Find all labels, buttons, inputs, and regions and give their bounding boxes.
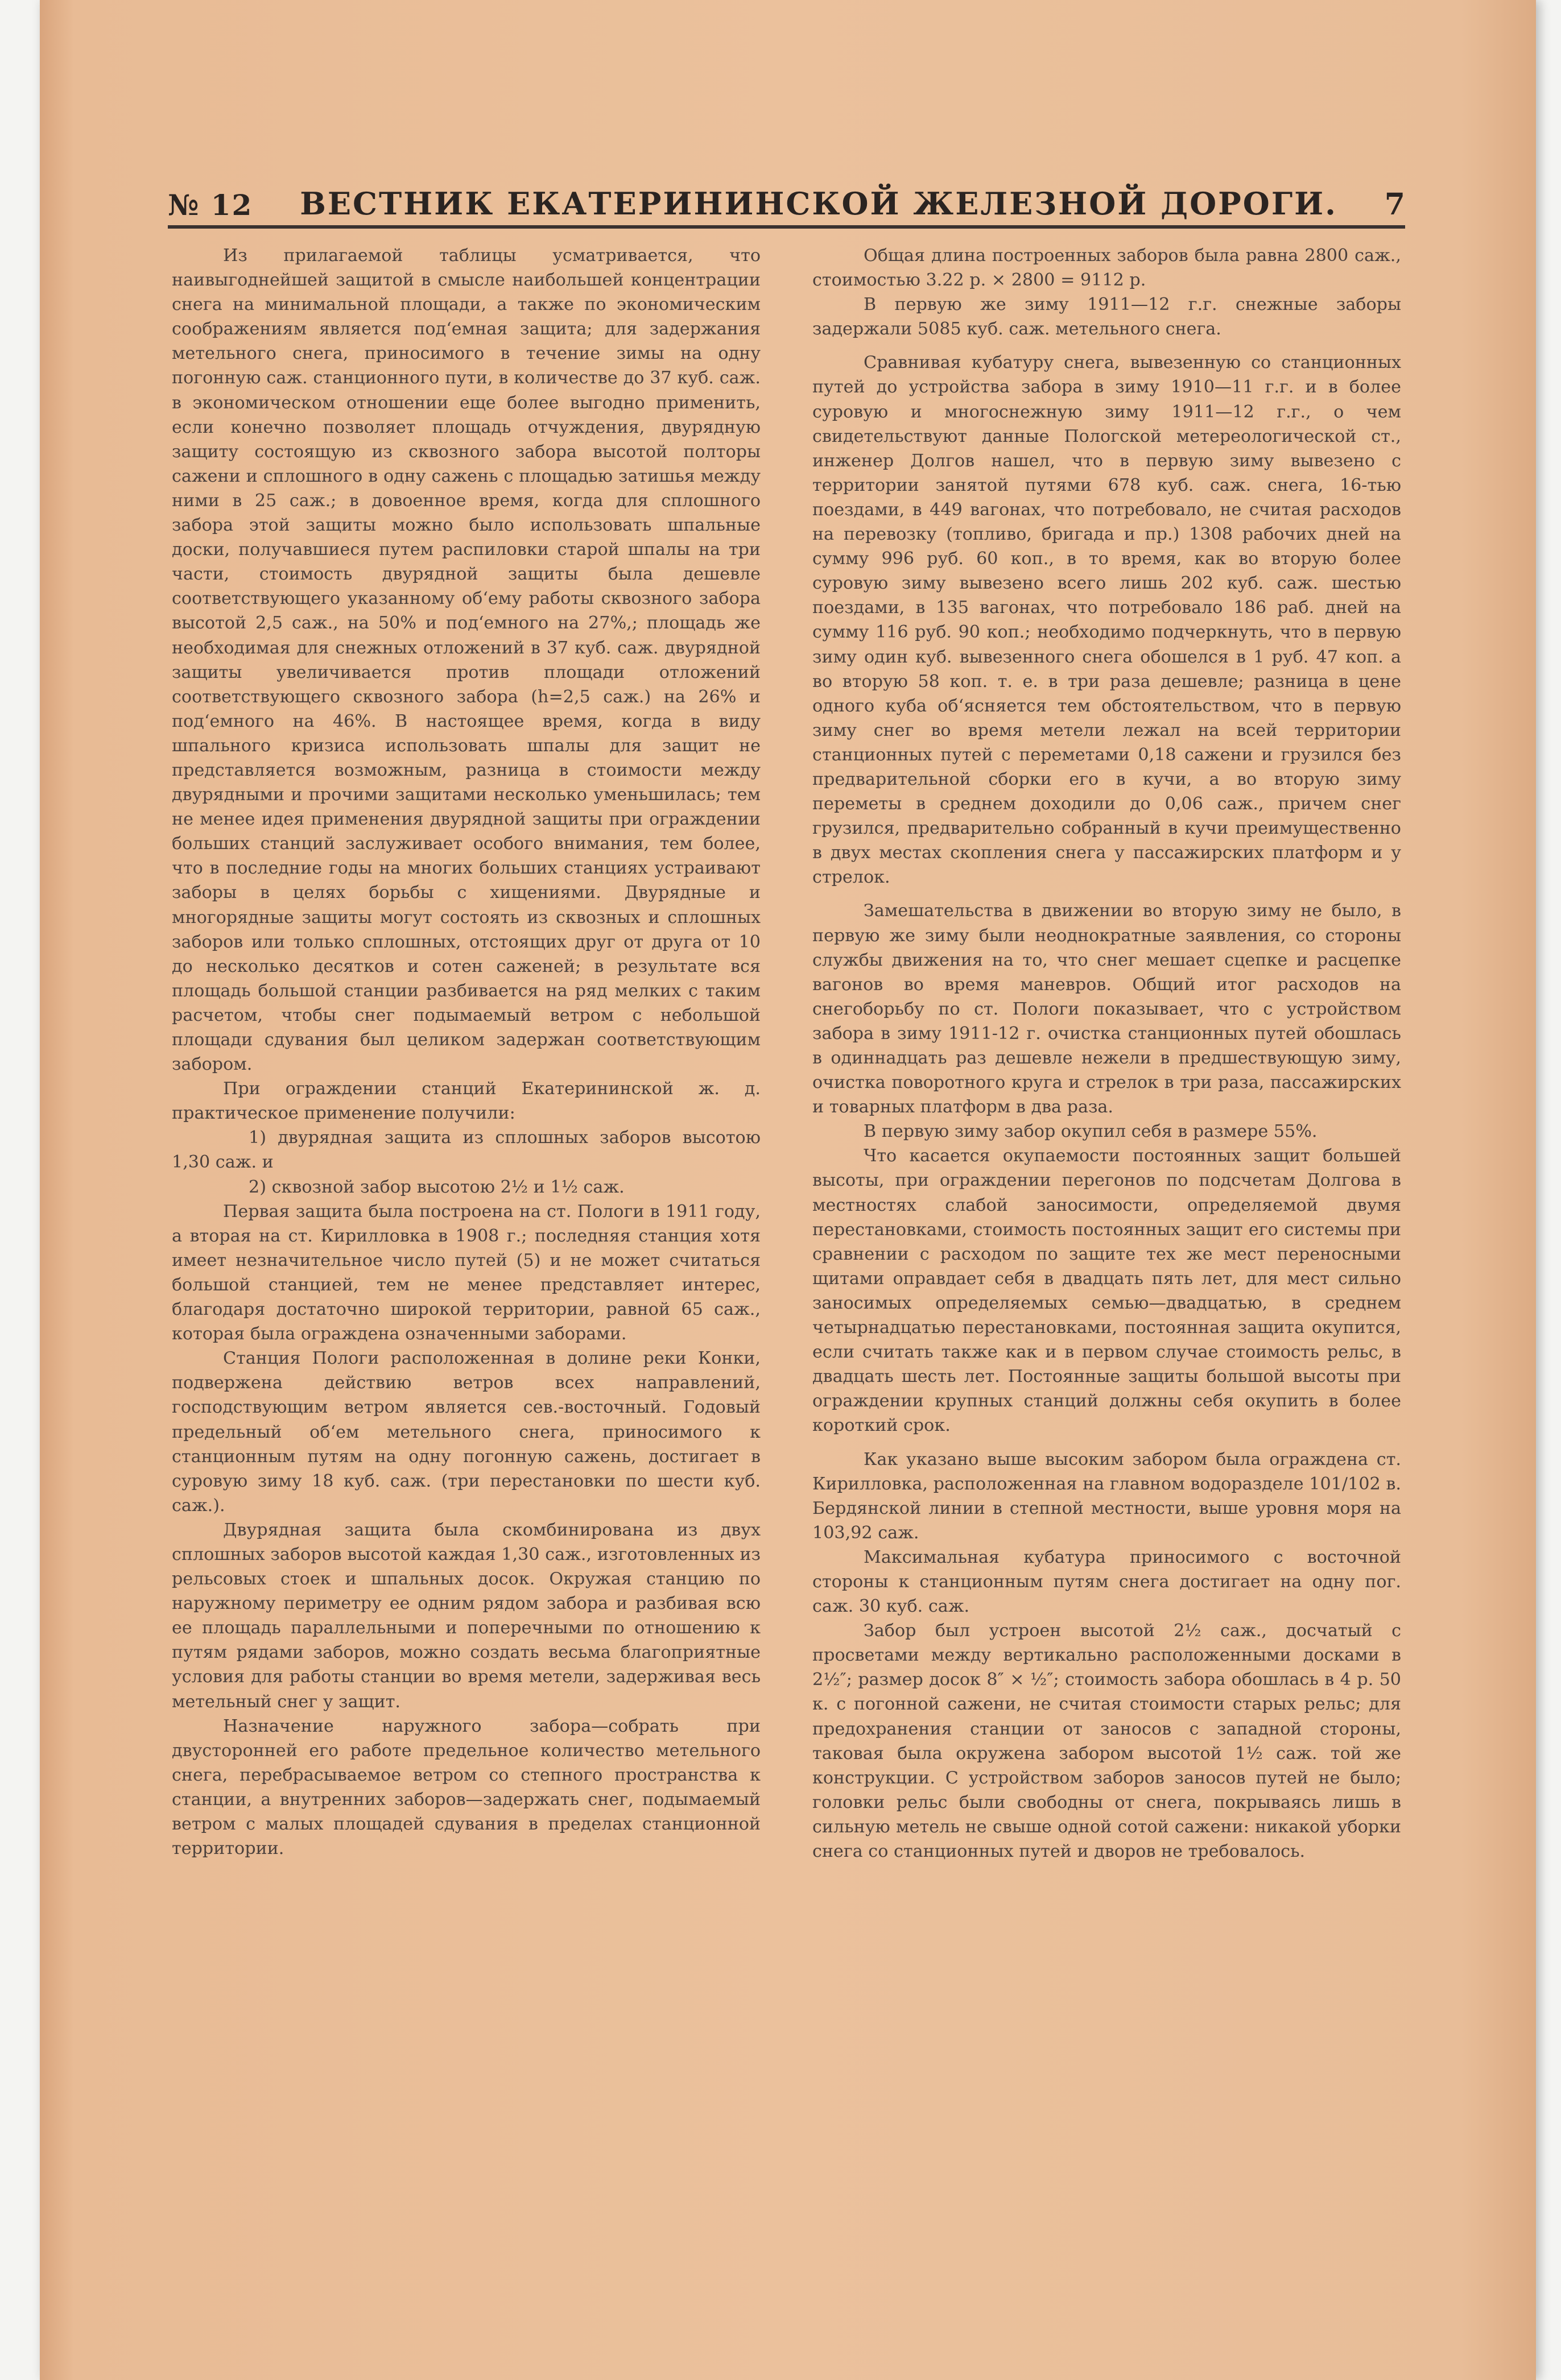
right-column [812,243,1401,2217]
paragraph: Из прилагаемой таблицы усматривается, что наивыгоднейшей защитой в смысле наибольшей концентрации снега на минимальной площади, а также по экономическим соображениям является под‘емная защита; для задержания метельного снега, приносимого в течение зимы на одну погонную саж. станционного пути, в количестве до 37 куб. саж. в экономическом отношении еще более выгодно применить, если конечно позволяет площадь отчуждения, двурядную защиту состоящую из сквозного забора высотой полторы сажени и сплошного в одну сажень с площадью затишья между ними в 25 саж.; в довоенное время, когда для сплошного забора этой защиты можно было использовать шпальные доски, получавшиеся путем распиловки старой шпалы на три части, стоимость двурядной защиты была дешевле соответствующего указанному об‘ему работы сквозного забора высотой 2,5 саж., на 50% и под‘емного на 27%,; площадь же необходимая для снежных отложений в 37 куб. саж. двурядной защиты увеличивается против площади отложений соответствующего сквозного забора (h=2,5 саж.) на 26% и под‘емного на 46%. В настоящее время, когда в виду шпального кризиса использовать шпалы для защит не представляется возможным, разница в стоимости между двурядными и прочими защитами несколько уменьшилась; тем не менее идея применения двурядной защиты при ограждении больших станций заслуживает особого внимания, тем более, что в последние годы на многих больших станциях устраивают заборы в целях борьбы с хищениями. Двурядные и многорядные защиты могут состоять из сквозных и сплошных заборов или только сплошных, отстоящих друг от друга от 10 до несколько десятков и сотен саженей; в результате вся площадь большой станции разбивается на ряд мелких с таким расчетом, чтобы снег подымаемый ветром с небольшой площади сдувания был целиком задержан соответствующим забором. [172,246,761,1075]
paragraph: Общая длина построенных заборов была равна 2800 саж., стоимостью 3.22 р. × 2800 = 9112 р. [812,246,1401,291]
page-number: 7 [1384,187,1405,222]
paragraph: Как указано выше высоким забором была ограждена ст. Кирилловка, расположенная на главном водоразделе 101/102 в. Бердянской линии в степной местности, выше уровня моря на 103,92 саж. [812,1449,1401,1543]
paragraph: Двурядная защита была скомбинирована из двух сплошных заборов высотой каждая 1,30 саж., изготовленных из рельсовых стоек и шпальных досок. Окружая станцию по наружному периметру ее одним рядом забора и разбивая всю ее площадь параллельными и поперечными по отношению к путям рядами заборов, можно создать весьма благоприятные условия для работы станции во время метели, задерживая весь метельный снег у защит. [172,1520,761,1712]
paragraph: В первую же зиму 1911—12 г.г. снежные заборы задержали 5085 куб. саж. метельного снега. [812,295,1401,340]
paragraph: Забор был устроен высотой 2½ саж., досчатый с просветами между вертикально расположенными досками в 2½″; размер досок 8″ × ½″; стоимость забора обошлась в 4 р. 50 к. с погонной сажени, не считая стоимости старых рельс; для предохранения станции от заносов с западной стороны, таковая была окружена забором высотой 1½ саж. той же конструкции. С устройством заборов заносов путей не было; головки рельс были свободны от снега, покрываясь лишь в сильную метель не свыше одной сотой сажени: никакой уборки снега со станционных путей и дворов не требовалось. [812,1621,1401,1861]
list-item: 1) двурядная защита из сплошных заборов высотою 1,30 саж. и [172,1128,761,1173]
paragraph: При ограждении станций Екатерининской ж. д. практическое применение получили: [172,1079,761,1124]
paragraph: Что касается окупаемости постоянных защит большей высоты, при ограждении перегонов по подсчетам Долгова в местностях слабой заносимости, определяемой двумя перестановками, стоимость постоянных защит его системы при сравнении с расходом по защите тех же мест переносными щитами оправдает себя в двадцать пять лет, для мест сильно заносимых определяемых семью—двадцатью, в среднем четырнадцатью перестановками, постоянная защита окупится, если считать также как и в первом случае стоимость рельс, в двадцать шесть лет. Постоянные защиты большой высоты при ограждении крупных станций должны себя окупить в более короткий срок. [812,1146,1401,1436]
header-rule [168,225,1405,229]
paragraph: Назначение наружного забора—собрать при двусторонней его работе предельное количество метельного снега, перебрасываемое ветром со степного пространства к станции, а внутренних заборов—задержать снег, подымаемый ветром с малых площадей сдувания в пределах станционной территории. [172,1716,761,1859]
paragraph: Замешательства в движении во вторую зиму не было, в первую же зиму были неоднократные заявления, со стороны службы движения на то, что снег мешает сцепке и расцепке вагонов во время маневров. Общий итог расходов на снегоборьбу по ст. Пологи показывает, что с устройством забора в зиму 1911-12 г. очистка станционных путей обошлась в одиннадцать раз дешевле нежели в предшествующую зиму, очистка поворотного круга и стрелок в три раза, пассажирских и товарных платформ в два раза. [812,901,1401,1117]
page-header [168,169,1405,222]
issue-number: № 12 [168,188,253,222]
paragraph: Максимальная кубатура приносимого с восточной стороны к станционным путям снега достигает на одну пог. саж. 30 куб. саж. [812,1547,1401,1617]
journal-title: ВЕСТНИК ЕКАТЕРИНИНСКОЙ ЖЕЛЕЗНОЙ ДОРОГИ. [300,185,1337,222]
paragraph: Сравнивая кубатуру снега, вывезенную со станционных путей до устройства забора в зиму 1910—11 г.г. и в более суровую и многоснежную зиму 1911—12 г.г., о чем свидетельствуют данные Пологской метереологической ст., инженер Долгов нашел, что в первую зиму вывезено с территории занятой путями 678 куб. саж. снега, 16-тью поездами, в 449 вагонах, что потребовало, не считая расходов на перевозку (топливо, бригада и пр.) 1308 рабочих дней на сумму 996 руб. 60 коп., в то время, как во вторую более суровую зиму вывезено всего лишь 202 куб. саж. шестью поездами, в 135 вагонах, что потребовало 186 раб. дней на сумму 116 руб. 90 коп.; необходимо подчеркнуть, что в первую зиму один куб. вывезенного снега обошелся в 1 руб. 47 коп. а во вторую 58 коп. т. е. в три раза дешевле; разница в цене одного куба об‘ясняется тем обстоятельством, что в первую зиму снег во время метели лежал на всей территории станционных путей с переметами 0,18 сажени и грузился без предварительной сборки его в кучи, а во вторую зиму переметы в среднем доходили до 0,06 саж., причем снег грузился, предварительно собранный в кучи преимущественно в двух местах скопления снега у пассажирских платформ и у стрелок. [812,353,1401,888]
paragraph: Первая защита была построена на ст. Пологи в 1911 году, а вторая на ст. Кирилловка в 1908 г.; последняя станция хотя имеет незначительное число путей (5) и не может считаться большой станцией, тем не менее представляет интерес, благодаря достаточно широкой территории, равной 65 саж., которая была ограждена означенными заборами. [172,1201,761,1344]
newspaper-page [40,0,1536,2380]
paragraph: Станция Пологи расположенная в долине реки Конки, подвержена действию ветров всех направлений, господствующим ветром является сев.-восточный. Годовый предельный об‘ем метельного снега, приносимого к станционным путям на одну погонную сажень, достигает в суровую зиму 18 куб. саж. (три перестановки по шести куб. саж.). [172,1348,761,1516]
list-item: 2) сквозной забор высотою 2½ и 1½ саж. [249,1177,625,1197]
left-column [172,243,761,2234]
paragraph: В первую зиму забор окупил себя в размере 55%. [864,1121,1318,1142]
